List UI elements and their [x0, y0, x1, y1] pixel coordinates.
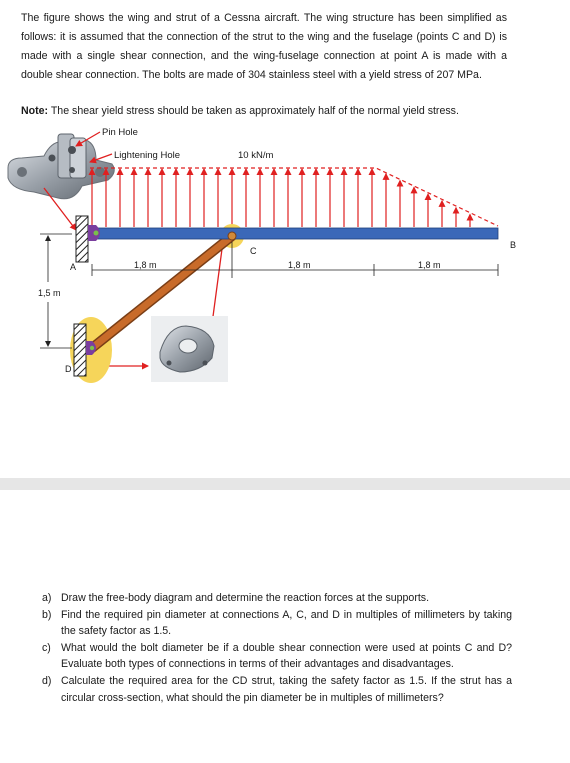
question-item: [42, 673, 512, 706]
wing-beam: [88, 228, 498, 239]
point-b-label: B: [510, 240, 517, 250]
distributed-load-outline: [90, 168, 498, 226]
note-label: Note:: [21, 105, 49, 117]
wing-fitting-image: [8, 134, 114, 199]
pin-c: [228, 232, 236, 240]
question-item: [42, 640, 512, 673]
distributed-load-arrows: [92, 169, 470, 227]
question-label: c): [42, 641, 51, 654]
wing-strut-diagram: [0, 120, 570, 395]
question-label: b): [42, 608, 52, 621]
problem-intro: The figure shows the wing and strut of a Cessna aircraft. The wing structure has been simplified as follows: it is assumed that the connection of the strut to the wing and the fuselage (points C and D) is made with a single shear connection, and the wing-fuselage connection at point A is made with a double shear connection. The bolts are made of 304 stainless steel with a yield stress of 207 MPa.: [21, 12, 507, 81]
question-text: Draw the free-body diagram and determine the reaction forces at the supports.: [61, 592, 430, 604]
question-list: [42, 590, 512, 706]
point-c-label: C: [250, 246, 257, 256]
lightening-hole-callout: Lightening Hole: [114, 150, 181, 161]
problem-note: [21, 103, 541, 119]
pin-hole-callout: Pin Hole: [102, 127, 138, 138]
pin-d: [90, 346, 94, 350]
section-divider: [0, 478, 570, 490]
wall-d: [74, 324, 86, 376]
question-label: a): [42, 592, 52, 604]
question-text: Find the required pin diameter at connections A, C, and D in multiples of millimeters by taking the safety factor as 1.5.: [61, 608, 512, 638]
dimension-mid-b: 1,8 m: [418, 260, 441, 270]
note-text: The shear yield stress should be taken as approximately half of the normal yield stress.: [48, 105, 459, 117]
dimension-ad: 1,5 m: [38, 288, 61, 298]
dimension-ac: 1,8 m: [134, 260, 157, 270]
question-text: Calculate the required area for the CD strut, taking the safety factor as 1.5. If the strut has a circular cross-section, what should the pin diameter be in multiples of millimeters?: [61, 674, 512, 704]
question-item: [42, 590, 512, 607]
point-d-label: D: [65, 364, 72, 374]
pin-a: [94, 231, 99, 236]
question-text: What would the bolt diameter be if a double shear connection were used at points C and D? Evaluate both types of connections in terms of their advantages and disadvantages.: [61, 641, 512, 671]
question-item: [42, 607, 512, 640]
question-label: d): [42, 674, 52, 687]
strut-bracket-image: [151, 316, 228, 382]
point-a-label: A: [70, 262, 77, 272]
dimension-c-mid: 1,8 m: [288, 260, 311, 270]
wall-a: [76, 216, 88, 262]
distributed-load-label: 10 kN/m: [238, 150, 274, 161]
